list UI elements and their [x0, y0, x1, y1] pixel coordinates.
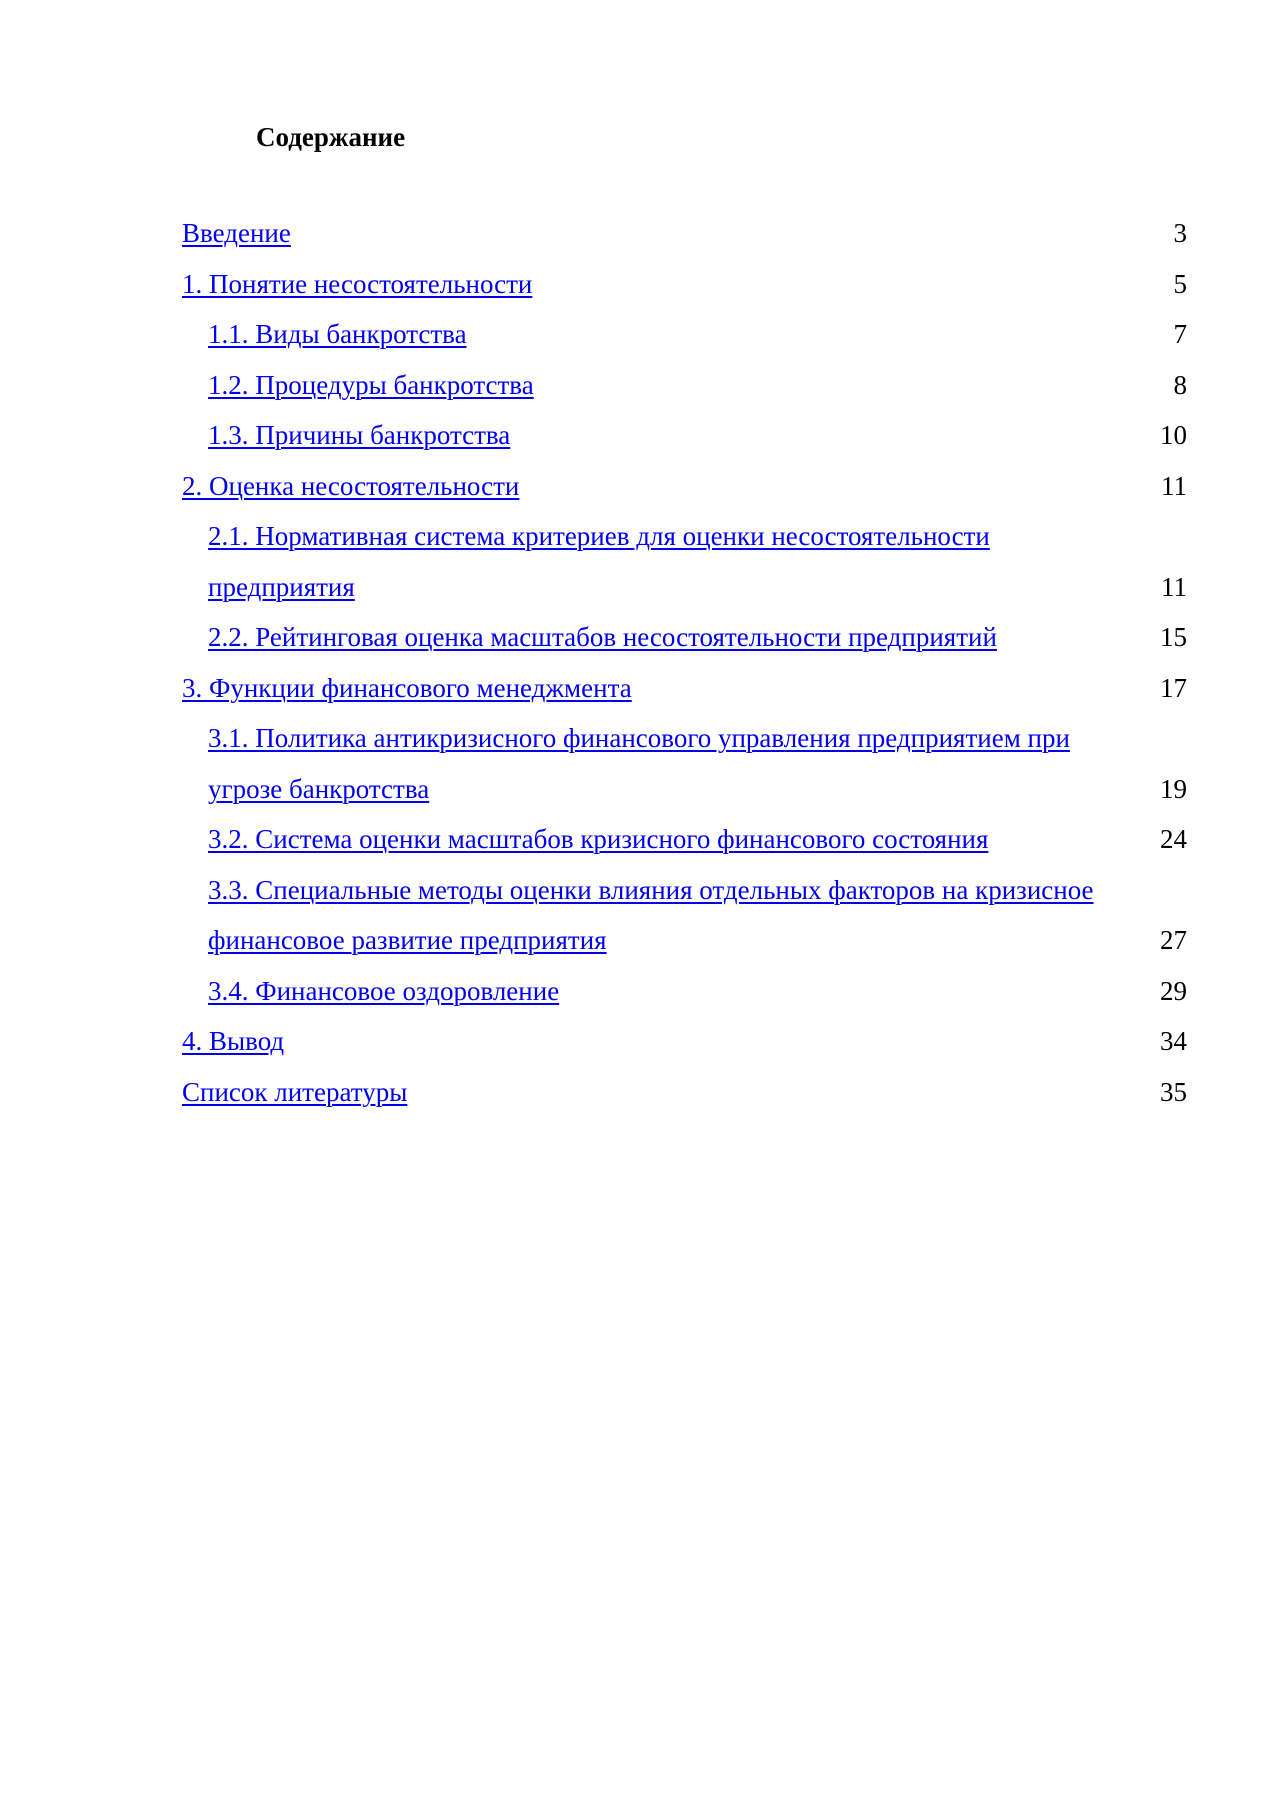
toc-entry-section-3-1 [182, 713, 1187, 814]
toc-link-section-1-3[interactable]: 1.3. Причины банкротства [208, 420, 511, 450]
toc-entry-section-3-2 [182, 814, 1187, 865]
toc-link-introduction[interactable]: Введение [182, 218, 291, 248]
toc-link-section-1-1[interactable]: 1.1. Виды банкротства [208, 319, 467, 349]
toc-link-section-2-1[interactable]: 2.1. Нормативная система критериев для оценки несостоятельности предприятия [208, 521, 990, 602]
toc-entry-section-2-1 [182, 511, 1187, 612]
toc-entry-section-4 [182, 1016, 1187, 1067]
toc-page-number: 3 [1173, 218, 1187, 248]
toc-link-section-2-2[interactable]: 2.2. Рейтинговая оценка масштабов несостоятельности предприятий [208, 622, 997, 652]
toc-link-section-4[interactable]: 4. Вывод [182, 1026, 285, 1056]
toc-title: Содержание [256, 122, 406, 152]
toc-entry-section-2-2 [182, 612, 1187, 663]
toc-page-number: 7 [1173, 319, 1187, 349]
toc-page-number: 8 [1173, 369, 1187, 400]
toc-page-number: 29 [1160, 975, 1187, 1006]
toc-link-section-3-4[interactable]: 3.4. Финансовое оздоровление [208, 975, 560, 1006]
toc-entry-section-3-3 [182, 865, 1187, 966]
toc-page-number: 19 [1160, 773, 1187, 804]
toc-entry-references [182, 1067, 1187, 1118]
toc-link-section-3[interactable]: 3. Функции финансового менеджмента [182, 672, 632, 703]
toc-page-number: 24 [1160, 824, 1187, 854]
toc-link-section-3-1[interactable]: 3.1. Политика антикризисного финансового управления предприятием при угрозе банкротства [208, 723, 1070, 804]
toc-entry-section-3-4 [182, 966, 1187, 1017]
toc-entry-section-3 [182, 663, 1187, 714]
toc-link-section-2[interactable]: 2. Оценка несостоятельности [182, 470, 520, 501]
toc-page-number: 35 [1160, 1076, 1187, 1107]
toc-entry-section-1-2 [182, 360, 1187, 411]
toc-page-number: 5 [1173, 268, 1187, 299]
toc-page-number: 15 [1160, 622, 1187, 652]
toc-entry-section-1 [182, 259, 1187, 310]
toc-entry-section-2 [182, 461, 1187, 512]
toc-page-number: 11 [1161, 470, 1187, 501]
toc-link-section-3-2[interactable]: 3.2. Система оценки масштабов кризисного финансового состояния [208, 824, 989, 854]
toc-link-section-1[interactable]: 1. Понятие несостоятельности [182, 268, 533, 299]
toc-page-number: 11 [1161, 571, 1187, 602]
toc-link-section-1-2[interactable]: 1.2. Процедуры банкротства [208, 369, 534, 400]
toc-page-number: 10 [1160, 420, 1187, 450]
toc-list [182, 208, 1187, 1117]
toc-page-number: 27 [1160, 925, 1187, 955]
toc-page-number: 17 [1160, 672, 1187, 703]
toc-entry-section-1-1 [182, 309, 1187, 360]
toc-link-references[interactable]: Список литературы [182, 1076, 408, 1107]
toc-entry-section-1-3 [182, 410, 1187, 461]
toc-link-section-3-3[interactable]: 3.3. Специальные методы оценки влияния отдельных факторов на кризисное финансовое развитие предприятия [208, 874, 1094, 955]
toc-entry-introduction [182, 208, 1187, 259]
toc-page-number: 34 [1160, 1026, 1187, 1056]
